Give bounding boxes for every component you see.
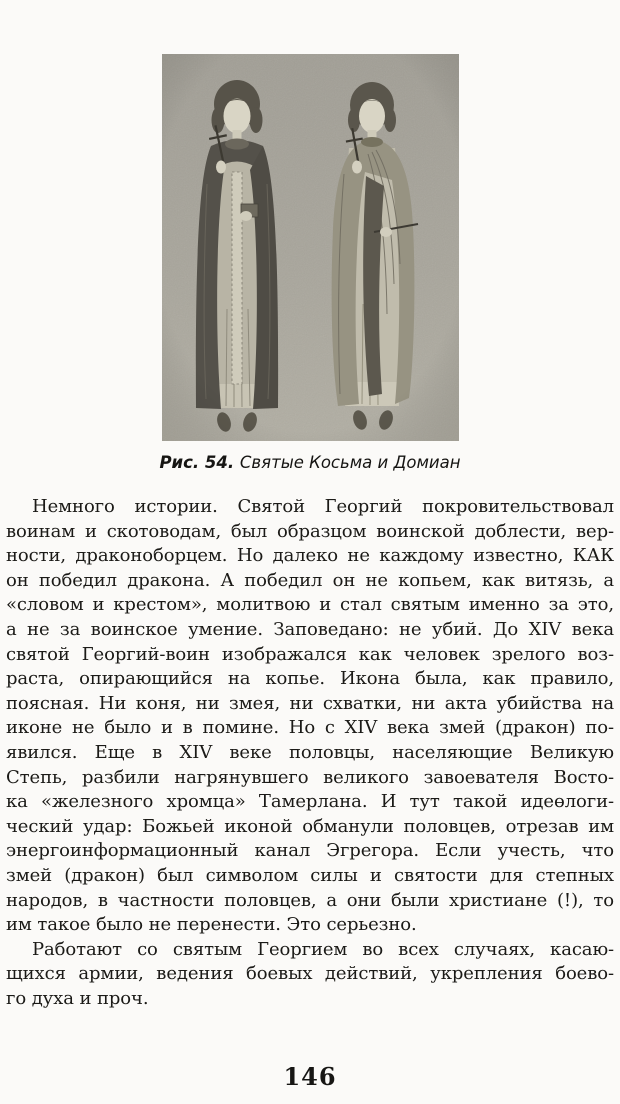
text-line: ности, драконоборцем. Но далеко не каждому известно, КАК [6,545,614,567]
figure-block [0,0,620,474]
text-line: ка «железного хромца» Тамерлана. И тут такой идеөлоги- [6,791,614,813]
text-line: го духа и проч. [6,987,149,1009]
page-number: 146 [283,1062,337,1091]
text-line: иконе не было и в помине. Но с XIV века змей (дракон) по- [6,717,614,739]
text-line: Немного истории. Святой Георгий покровительствовал [32,496,614,517]
text-line: раста, опирающийся на копье. Икона была, как правило, [6,668,614,690]
vignette-overlay [162,54,459,441]
text-line: а не за воинское умение. Заповедано: не убий. До XIV века [6,618,614,640]
text-line: явился. Еще в XIV веке половцы, населяющие Великую [6,741,614,763]
figure-caption-label: Рис. 54. [159,453,235,472]
figure-caption-title: Святые Косьма и Домиан [239,453,461,472]
saints-illustration [162,54,459,441]
text-line: змей (дракон) был символом силы и святости для степных [6,864,614,886]
figure-caption [0,452,620,474]
text-line: ческий удар: Божьей иконой обманули половцев, отрезав им [6,815,614,837]
text-line: поясная. Ни коня, ни змея, ни схватки, ни акта убийства на [6,692,614,714]
paragraph [6,938,614,1012]
text-line: воинам и скотоводам, был образцом воинской доблести, вер- [6,520,614,542]
text-line: щихся армии, ведения боевых действий, укрепления боево- [6,963,614,985]
text-line: святой Георгий-воин изображался как человек зрелого воз- [6,643,614,665]
text-line: Работают со святым Георгием во всех случаях, касаю- [32,938,614,960]
text-line: он победил дракона. А победил он не копьем, как витязь, а [6,569,614,591]
text-line: Степь, разбили нагрянувшего великого завоевателя Восто- [6,766,614,788]
paragraph [6,495,614,938]
text-line: им такое было не перенести. Это серьезно. [6,914,417,936]
text-line: народов, в частности половцев, а они были христиане (!), то [6,889,614,911]
text-line: «словом и крестом», молитвою и стал святым именно за это, [6,594,614,616]
body-text [0,495,620,1011]
text-line: энергоинформационный канал Эгрегора. Если учесть, что [6,840,614,862]
